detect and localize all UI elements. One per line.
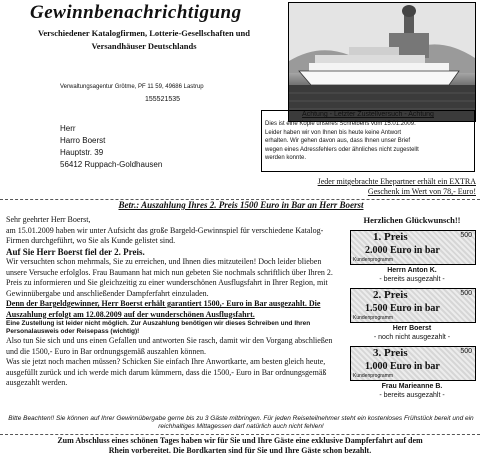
letter-body: [6, 215, 342, 389]
prize-caption-2: [350, 324, 474, 342]
letter-title: Gewinnbenachrichtigung: [30, 2, 242, 23]
notice-line: Dies ist eine Kopie unseres Schreibens vom 15.01.2009.: [265, 121, 416, 128]
payout-status: - noch nicht ausgezahlt -: [373, 334, 451, 341]
paragraph: Also tun Sie sich und uns einen Gefallen und antworten Sie rasch, damit wir den Vorgang abschließen und die 1500,- Euro in Bar ordnungsgemäß auszahlen können.: [6, 336, 333, 356]
card-serial: Kundenprogramm: [353, 257, 394, 263]
notice-line: werden konnte.: [265, 155, 307, 162]
return-address: Verwaltungsagentur Grötme, PF 11 59, 49686 Lastrup: [60, 84, 204, 90]
notice-line: wegen eines Adressfehlers oder ähnliches nicht zugestellt: [265, 146, 419, 153]
prize-label: 1. Preis: [373, 231, 408, 243]
prize-amount: 1.500 Euro in bar: [365, 303, 440, 314]
card-serial: Kundenprogramm: [353, 315, 394, 321]
payout-guarantee: Denn der Bargeldgewinner, Herr Boerst erhält garantiert 1500,- Euro in Bar ausgezahlt. Die Auszahlung erfolgt am 12.08.2009 auf der wunderschönen Ausflugsfahrt.: [6, 299, 321, 319]
recipient-address: [60, 123, 162, 171]
recipient-street: Hauptstr. 39: [60, 148, 104, 157]
id-requirement: Eine Zustellung ist leider nicht möglich. Zur Auszahlung benötigen wir dieses Schreiben und Ihren Personalausweis oder Reisepass (wichtig)!: [6, 320, 311, 335]
prize-card-2: [350, 288, 476, 323]
guest-note: Bitte Beachten!! Sie können auf Ihrer Gewinnübergabe gerne bis zu 3 Gäste mitbringen. Für jeden Reiseteilnehmer steht ein kostenloses Frühstück bereit und ein reichhaltiges Mittagessen darf natürlich auch nicht fehlen!: [8, 415, 474, 430]
prize-card-1: [350, 230, 476, 265]
winner-name: Frau Marieanne B.: [381, 383, 443, 390]
paragraph: Wir versuchten schon mehrmals, Sie zu erreichen, und Ihnen dies mitzuteilen! Doch leider blieben unsere Versuche erfolglos. Frau Baumann hat mich nun gebeten Sie nochmals schriftlich über Ihren 2. Preis zu informieren und Sie gleichzeitig zu einer wunderschönen Ausflugsfahrt in Ihrer Region, mit Gewinnübergabe und anschließender Dampferfahrt einzuladen.: [6, 257, 333, 298]
prize-label: 2. Preis: [373, 289, 408, 301]
card-serial: Kundenprogramm: [353, 373, 394, 379]
footer-line-2: Rhein vorbereitet. Die Bordkarten sind für Sie und Ihre Gäste schon bezahlt.: [108, 446, 372, 455]
payout-status: - bereits ausgezahlt -: [379, 276, 445, 283]
payout-status: - bereits ausgezahlt -: [379, 392, 445, 399]
prize-caption-3: [350, 382, 474, 400]
notice-line: erhalten. Wir gehen davon aus, dass Ihnen unser Brief: [265, 138, 411, 145]
denomination: 500: [460, 290, 472, 297]
greeting: Sehr geehrter Herr Boerst,: [6, 215, 91, 224]
denomination: 500: [460, 348, 472, 355]
footer-box: [10, 436, 470, 456]
spouse-gift-note: [260, 177, 476, 197]
prize-caption-1: [350, 266, 474, 284]
denomination: 500: [460, 232, 472, 239]
prize-amount: 2.000 Euro in bar: [365, 245, 440, 256]
letter-subtitle: [14, 27, 274, 53]
subject-line: Betr.: Auszahlung Ihres 2. Preis 1500 Euro in Bar an Herr Boerst: [118, 200, 364, 210]
spouse-gift-line-2: Geschenk im Wert von 78,- Euro!: [367, 187, 476, 196]
recipient-city: 56412 Ruppach-Goldhausen: [60, 160, 163, 169]
footer-line-1: Zum Abschluss eines schönen Tages haben wir für Sie und Ihre Gäste eine exklusive Dampferfahrt auf dem: [57, 436, 423, 445]
winner-name: Herrn Anton K.: [387, 267, 437, 274]
steamboat-photo: [288, 2, 476, 122]
winner-name: Herr Boerst: [392, 325, 432, 332]
notice-heading: Achtung - Letzter Zustellversuch - Achtung: [302, 111, 434, 118]
last-attempt-notice: [261, 110, 475, 172]
subtitle-line-2: Versandhäuser Deutschlands: [91, 41, 197, 51]
reference-number: 155521535: [145, 96, 181, 103]
prize-card-3: [350, 346, 476, 381]
subtitle-line-1: Verschiedener Katalogfirmen, Lotterie-Gesellschaften und: [38, 28, 250, 38]
prize-label: 3. Preis: [373, 347, 408, 359]
spouse-gift-line-1: Jeder mitgebrachte Ehepartner erhält ein EXTRA: [317, 177, 476, 186]
prize-announcement: Auf Sie Herr Boerst fiel der 2. Preis.: [6, 246, 145, 257]
notice-line: Leider haben wir von Ihnen bis heute keine Antwort: [265, 129, 402, 136]
steamboat-illustration: [289, 3, 475, 121]
paragraph: am 15.01.2009 haben wir unter Aufsicht das große Bargeld-Gewinnspiel für verschiedene Katalog-Firmen durchgeführt, wo Sie als Kunde gelistet sind.: [6, 225, 324, 245]
congratulations-heading: Herzlichen Glückwunsch!!: [363, 215, 461, 225]
divider-bottom: [0, 434, 480, 435]
paragraph: Was sie jetzt noch machen müssen? Schicken Sie einfach Ihre Anwortkarte, am besten gleich heute, ausgefüllt zurück und ich werde mich darum kümmern, dass die 1500,- Euro in Bar ordnungsgemäß ausgezahlt werden.: [6, 357, 327, 387]
recipient-salutation: Herr: [60, 124, 76, 133]
prize-amount: 1.000 Euro in bar: [365, 361, 440, 372]
recipient-name: Harro Boerst: [60, 136, 106, 145]
